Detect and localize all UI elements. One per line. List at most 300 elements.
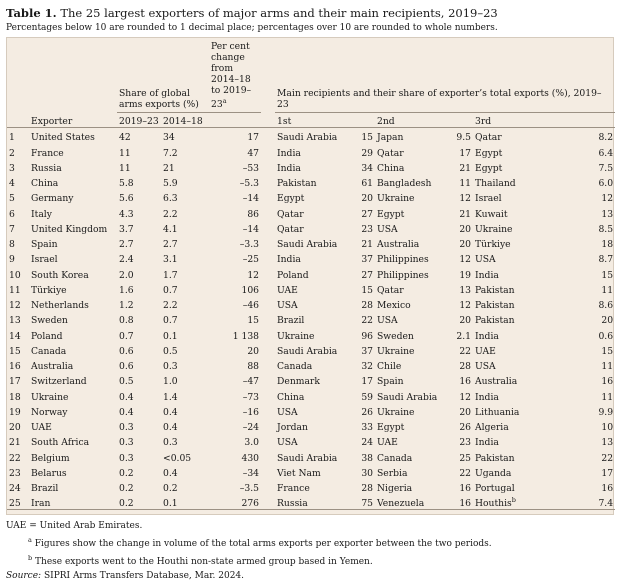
- cell-change: [209, 204, 261, 219]
- cell-change: [209, 159, 261, 174]
- cell-change-text: –3.3: [239, 239, 260, 251]
- cell-first-recipient-text: France: [277, 483, 310, 495]
- cell-second-share-text: 11: [459, 178, 472, 190]
- table-row: [7, 342, 615, 357]
- cell-third-recipient-text: Kuwait: [475, 208, 508, 220]
- cell-share-2019-23-text: 0.2: [119, 498, 134, 510]
- cell-exporter-text: Poland: [31, 330, 63, 342]
- cell-second-recipient-text: Ukraine: [377, 345, 415, 357]
- cell-first-share-text: 20: [361, 193, 374, 205]
- cell-exporter: [29, 479, 117, 494]
- cell-second-recipient-text: Mexico: [377, 300, 411, 312]
- cell-change: [209, 479, 261, 494]
- cell-exporter: [29, 143, 117, 158]
- cell-change: [209, 372, 261, 387]
- cell-third-share-text: 13: [601, 437, 614, 449]
- cell-change-text: 430: [241, 452, 260, 464]
- cell-share-2019-23: [117, 143, 161, 158]
- cell-second-share: [439, 204, 473, 219]
- cell-second-recipient-text: Japan: [377, 132, 404, 144]
- cell-second-share-text: 13: [459, 284, 472, 296]
- cell-third-recipient: [473, 357, 551, 372]
- cell-first-share-text: 17: [361, 376, 374, 388]
- cell-share-2014-18: [161, 342, 209, 357]
- cell-first-share: [347, 387, 375, 402]
- cell-third-recipient-text: Houthis: [475, 498, 512, 510]
- cell-share-2019-23: [117, 418, 161, 433]
- cell-first-recipient-text: India: [277, 254, 301, 266]
- cell-third-recipient-text: Pakistan: [475, 300, 515, 312]
- cell-second-recipient-text: USA: [377, 223, 398, 235]
- cell-first-share: [347, 342, 375, 357]
- cell-share-2014-18: [161, 448, 209, 463]
- cell-share-2014-18-text: 4.1: [163, 223, 178, 235]
- cell-spacer: [261, 433, 275, 448]
- cell-share-2014-18: [161, 189, 209, 204]
- cell-share-2019-23-text: 0.3: [119, 437, 134, 449]
- cell-share-2014-18-text: 0.3: [163, 361, 178, 373]
- cell-exporter: [29, 174, 117, 189]
- cell-third-recipient: [473, 296, 551, 311]
- cell-rank: [7, 448, 29, 463]
- cell-share-2019-23: [117, 159, 161, 174]
- cell-change-text: –47: [242, 376, 260, 388]
- cell-third-share: [551, 189, 615, 204]
- table-row: [7, 387, 615, 402]
- cell-second-share: [439, 281, 473, 296]
- cell-third-share: [551, 311, 615, 326]
- cell-change-text: –5.3: [239, 178, 260, 190]
- cell-first-recipient: [275, 174, 347, 189]
- cell-rank: [7, 372, 29, 387]
- cell-third-recipient-text: Pakistan: [475, 315, 515, 327]
- cell-exporter: [29, 433, 117, 448]
- cell-first-share-text: 75: [361, 498, 374, 510]
- table-title-text: The 25 largest exporters of major arms and their main recipients, 2019–23: [60, 6, 498, 20]
- cell-rank: [7, 204, 29, 219]
- cell-spacer: [261, 250, 275, 265]
- cell-exporter: [29, 235, 117, 250]
- cell-change-text: –16: [242, 406, 260, 418]
- cell-share-2014-18-text: 0.2: [163, 483, 178, 495]
- cell-second-recipient-text: Ukraine: [377, 193, 415, 205]
- cell-third-recipient-text: Uganda: [475, 467, 512, 479]
- cell-third-recipient-text: Egypt: [475, 147, 503, 159]
- cell-spacer: [261, 143, 275, 158]
- cell-share-2014-18: [161, 235, 209, 250]
- cell-exporter-text: Ukraine: [31, 391, 69, 403]
- cell-spacer: [261, 159, 275, 174]
- cell-first-share: [347, 433, 375, 448]
- cell-second-share-text: 16: [459, 483, 472, 495]
- cell-third-share-text: 8.5: [598, 223, 614, 235]
- cell-spacer: [261, 418, 275, 433]
- cell-exporter-text: South Africa: [31, 437, 90, 449]
- cell-rank-text: 15: [9, 345, 21, 357]
- cell-first-share-text: 37: [361, 254, 374, 266]
- cell-second-recipient: [375, 159, 439, 174]
- cell-second-share: [439, 418, 473, 433]
- cell-exporter: [29, 189, 117, 204]
- cell-first-share: [347, 296, 375, 311]
- cell-second-share: [439, 235, 473, 250]
- cell-share-2019-23-text: 0.6: [119, 361, 134, 373]
- cell-share-2019-23: [117, 372, 161, 387]
- cell-share-2014-18: [161, 128, 209, 144]
- cell-rank-text: 11: [9, 284, 21, 296]
- cell-first-share: [347, 128, 375, 144]
- cell-second-share-text: 25: [459, 452, 472, 464]
- cell-first-share-text: 27: [361, 208, 374, 220]
- cell-first-share-text: 26: [361, 406, 374, 418]
- cell-exporter: [29, 342, 117, 357]
- cell-share-2019-23: [117, 433, 161, 448]
- cell-second-share: [439, 433, 473, 448]
- cell-rank: [7, 189, 29, 204]
- cell-change: [209, 418, 261, 433]
- cell-second-share-text: 2.1: [456, 330, 472, 342]
- cell-first-share: [347, 448, 375, 463]
- cell-second-share: [439, 174, 473, 189]
- cell-rank-text: 18: [9, 391, 21, 403]
- cell-third-share: [551, 265, 615, 280]
- cell-first-recipient: [275, 281, 347, 296]
- cell-exporter-text: Netherlands: [31, 300, 89, 312]
- table-row: [7, 250, 615, 265]
- cell-share-2014-18: [161, 159, 209, 174]
- header-row-groups: [7, 41, 615, 113]
- cell-share-2014-18: [161, 479, 209, 494]
- cell-third-recipient-text: Portugal: [475, 483, 515, 495]
- cell-share-2019-23: [117, 357, 161, 372]
- cell-second-share-text: 12: [459, 300, 472, 312]
- cell-spacer: [261, 174, 275, 189]
- cell-first-share: [347, 250, 375, 265]
- cell-second-recipient-text: China: [377, 162, 405, 174]
- cell-second-recipient: [375, 418, 439, 433]
- cell-third-share: [551, 250, 615, 265]
- cell-rank: [7, 494, 29, 510]
- cell-first-recipient: [275, 387, 347, 402]
- cell-third-share: [551, 479, 615, 494]
- cell-second-recipient-text: Egypt: [377, 422, 405, 434]
- table-row: [7, 159, 615, 174]
- cell-third-recipient: [473, 281, 551, 296]
- cell-first-recipient: [275, 372, 347, 387]
- footnote-b-text: These exports went to the Houthi non-state armed group based in Yemen.: [35, 557, 373, 568]
- cell-share-2019-23-text: 0.3: [119, 422, 134, 434]
- header-change-note: a: [222, 97, 227, 105]
- footnote-b: [6, 551, 614, 569]
- cell-second-share: [439, 387, 473, 402]
- cell-third-recipient-text: Australia: [475, 376, 518, 388]
- cell-second-share-text: 19: [459, 269, 472, 281]
- cell-first-share-text: 32: [361, 361, 374, 373]
- cell-third-recipient: [473, 403, 551, 418]
- table-row: [7, 128, 615, 144]
- cell-first-recipient: [275, 479, 347, 494]
- table-row: [7, 418, 615, 433]
- cell-first-recipient: [275, 159, 347, 174]
- cell-first-recipient-text: Russia: [277, 498, 308, 510]
- cell-second-recipient-text: Saudi Arabia: [377, 391, 438, 403]
- cell-third-share: [551, 143, 615, 158]
- cell-share-2014-18-text: 21: [163, 162, 175, 174]
- cell-second-share-text: 16: [459, 498, 472, 510]
- cell-rank: [7, 143, 29, 158]
- cell-third-share-text: 9.9: [598, 406, 614, 418]
- cell-rank: [7, 418, 29, 433]
- cell-third-recipient: [473, 494, 551, 510]
- cell-second-recipient: [375, 479, 439, 494]
- cell-second-recipient: [375, 235, 439, 250]
- cell-first-recipient-text: Ukraine: [277, 330, 315, 342]
- cell-second-recipient: [375, 311, 439, 326]
- cell-change: [209, 220, 261, 235]
- cell-second-share-text: 23: [459, 437, 472, 449]
- cell-third-share: [551, 342, 615, 357]
- cell-change: [209, 464, 261, 479]
- cell-first-share: [347, 372, 375, 387]
- cell-spacer: [261, 311, 275, 326]
- cell-second-share-text: 21: [459, 162, 472, 174]
- cell-third-recipient-text: USA: [475, 361, 496, 373]
- footnotes: [6, 519, 614, 583]
- cell-second-recipient: [375, 250, 439, 265]
- cell-share-2019-23: [117, 235, 161, 250]
- cell-first-recipient-text: Viet Nam: [277, 467, 321, 479]
- cell-second-share-text: 26: [459, 422, 472, 434]
- cell-rank: [7, 464, 29, 479]
- table-row: [7, 357, 615, 372]
- cell-share-2014-18-text: 2.2: [163, 208, 178, 220]
- cell-rank-text: 19: [9, 406, 21, 418]
- cell-first-share-text: 21: [361, 239, 374, 251]
- cell-exporter: [29, 357, 117, 372]
- cell-third-recipient-note: b: [511, 496, 516, 505]
- cell-first-share-text: 38: [361, 452, 374, 464]
- cell-third-recipient: [473, 143, 551, 158]
- footnote-a: [6, 533, 614, 551]
- cell-second-recipient-text: Philippines: [377, 269, 429, 281]
- cell-change: [209, 387, 261, 402]
- cell-third-recipient-text: India: [475, 330, 499, 342]
- cell-first-share-text: 28: [361, 300, 374, 312]
- cell-first-share: [347, 235, 375, 250]
- source-text: SIPRI Arms Transfers Database, Mar. 2024.: [43, 571, 245, 582]
- cell-rank-text: 25: [9, 498, 21, 510]
- cell-change: [209, 448, 261, 463]
- header-third-recipient: 3rd: [475, 116, 492, 128]
- cell-rank: [7, 128, 29, 144]
- cell-third-share-text: 7.5: [598, 162, 614, 174]
- cell-third-share-text: 8.2: [598, 132, 614, 144]
- cell-rank: [7, 174, 29, 189]
- cell-share-2014-18: [161, 357, 209, 372]
- cell-share-2019-23: [117, 311, 161, 326]
- cell-change-text: –73: [242, 391, 260, 403]
- cell-first-share-text: 61: [361, 178, 374, 190]
- cell-first-share-text: 15: [361, 284, 374, 296]
- cell-share-2019-23-text: 0.3: [119, 452, 134, 464]
- cell-share-2019-23-text: 42: [119, 132, 131, 144]
- cell-second-recipient: [375, 204, 439, 219]
- cell-exporter-text: Brazil: [31, 483, 59, 495]
- cell-second-recipient: [375, 372, 439, 387]
- cell-share-2014-18-text: 7.2: [163, 147, 178, 159]
- cell-change-text: 17: [247, 132, 260, 144]
- cell-first-share-text: 30: [361, 467, 374, 479]
- cell-second-recipient-text: Ukraine: [377, 406, 415, 418]
- cell-first-recipient: [275, 189, 347, 204]
- cell-rank: [7, 296, 29, 311]
- cell-change-text: –24: [242, 422, 260, 434]
- cell-first-share: [347, 403, 375, 418]
- cell-exporter: [29, 403, 117, 418]
- cell-second-share-text: 28: [459, 361, 472, 373]
- cell-second-share: [439, 448, 473, 463]
- cell-first-recipient-text: UAE: [277, 284, 298, 296]
- cell-first-recipient: [275, 143, 347, 158]
- footnote-b-mark: b: [28, 554, 33, 563]
- cell-change: [209, 174, 261, 189]
- cell-exporter-text: Belarus: [31, 467, 67, 479]
- footnote-source: [6, 569, 614, 583]
- table-row: [7, 494, 615, 510]
- cell-third-recipient: [473, 464, 551, 479]
- cell-share-2019-23-text: 3.7: [119, 223, 134, 235]
- cell-first-recipient-text: Canada: [277, 361, 313, 373]
- cell-share-2019-23-text: 11: [119, 147, 131, 159]
- header-second-recipient: 2nd: [377, 116, 395, 128]
- cell-first-recipient: [275, 204, 347, 219]
- cell-exporter-text: Sweden: [31, 315, 68, 327]
- cell-first-share-text: 24: [361, 437, 374, 449]
- cell-rank-text: 3: [9, 162, 15, 174]
- table-row: [7, 372, 615, 387]
- cell-share-2014-18-text: 3.1: [163, 254, 178, 266]
- table-row: [7, 174, 615, 189]
- cell-share-2019-23: [117, 189, 161, 204]
- cell-exporter: [29, 159, 117, 174]
- cell-rank-text: 7: [9, 223, 15, 235]
- cell-share-2014-18: [161, 220, 209, 235]
- cell-share-2019-23-text: 2.0: [119, 269, 134, 281]
- cell-spacer: [261, 342, 275, 357]
- cell-share-2019-23: [117, 128, 161, 144]
- cell-first-recipient: [275, 448, 347, 463]
- cell-first-share-text: 28: [361, 483, 374, 495]
- table-row: [7, 311, 615, 326]
- cell-share-2014-18: [161, 418, 209, 433]
- cell-second-share-text: 12: [459, 391, 472, 403]
- cell-rank-text: 21: [9, 437, 21, 449]
- cell-first-share: [347, 174, 375, 189]
- cell-share-2014-18: [161, 372, 209, 387]
- cell-third-recipient: [473, 174, 551, 189]
- cell-first-recipient-text: India: [277, 147, 301, 159]
- cell-share-2014-18-text: 2.7: [163, 239, 178, 251]
- cell-change-text: –53: [242, 162, 260, 174]
- cell-second-share-text: 21: [459, 208, 472, 220]
- cell-third-recipient-text: Qatar: [475, 132, 502, 144]
- cell-first-share-text: 22: [361, 315, 374, 327]
- cell-share-2019-23: [117, 220, 161, 235]
- cell-third-recipient-text: UAE: [475, 345, 496, 357]
- cell-third-share: [551, 433, 615, 448]
- cell-third-share: [551, 281, 615, 296]
- cell-third-recipient: [473, 418, 551, 433]
- cell-third-share: [551, 403, 615, 418]
- cell-first-recipient: [275, 235, 347, 250]
- cell-exporter-text: Iran: [31, 498, 51, 510]
- cell-second-recipient-text: Sweden: [377, 330, 414, 342]
- cell-share-2014-18-text: 1.4: [163, 391, 178, 403]
- cell-third-recipient: [473, 250, 551, 265]
- table-row: [7, 479, 615, 494]
- cell-change: [209, 342, 261, 357]
- cell-first-share: [347, 281, 375, 296]
- cell-change: [209, 296, 261, 311]
- cell-second-recipient-text: Canada: [377, 452, 413, 464]
- cell-first-share-text: 59: [361, 391, 374, 403]
- cell-share-2019-23: [117, 403, 161, 418]
- cell-share-2019-23: [117, 296, 161, 311]
- cell-third-share: [551, 387, 615, 402]
- table-row: [7, 189, 615, 204]
- cell-share-2014-18-text: 0.7: [163, 284, 178, 296]
- cell-share-2014-18: [161, 204, 209, 219]
- cell-exporter-text: Belgium: [31, 452, 70, 464]
- cell-third-recipient: [473, 265, 551, 280]
- cell-change-text: –14: [242, 223, 260, 235]
- cell-third-share: [551, 174, 615, 189]
- cell-second-share: [439, 403, 473, 418]
- cell-change-text: –25: [242, 254, 260, 266]
- cell-share-2019-23-text: 2.7: [119, 239, 134, 251]
- cell-share-2014-18-text: 34: [163, 132, 175, 144]
- table-box: [6, 37, 614, 515]
- cell-share-2014-18-text: 0.1: [163, 330, 178, 342]
- cell-third-share-text: 15: [601, 269, 614, 281]
- cell-second-recipient-text: Bangladesh: [377, 178, 432, 190]
- cell-third-recipient: [473, 448, 551, 463]
- cell-second-recipient-text: Serbia: [377, 467, 408, 479]
- cell-second-share-text: 20: [459, 239, 472, 251]
- cell-third-share-text: 0.6: [598, 330, 614, 342]
- cell-third-recipient: [473, 220, 551, 235]
- cell-share-2019-23-text: 0.8: [119, 315, 134, 327]
- cell-third-share: [551, 448, 615, 463]
- cell-first-recipient: [275, 265, 347, 280]
- cell-share-2019-23: [117, 326, 161, 341]
- cell-second-recipient-text: Philippines: [377, 254, 429, 266]
- cell-exporter-text: Norway: [31, 406, 68, 418]
- cell-share-2019-23: [117, 174, 161, 189]
- cell-rank-text: 17: [9, 376, 21, 388]
- cell-rank-text: 24: [9, 483, 21, 495]
- cell-third-recipient-text: Pakistan: [475, 284, 515, 296]
- cell-first-share: [347, 220, 375, 235]
- cell-exporter-text: Spain: [31, 239, 58, 251]
- cell-first-recipient: [275, 357, 347, 372]
- cell-first-recipient: [275, 311, 347, 326]
- cell-second-recipient: [375, 357, 439, 372]
- cell-third-share: [551, 326, 615, 341]
- cell-first-recipient: [275, 220, 347, 235]
- cell-first-recipient-text: Pakistan: [277, 178, 317, 190]
- cell-third-share: [551, 494, 615, 510]
